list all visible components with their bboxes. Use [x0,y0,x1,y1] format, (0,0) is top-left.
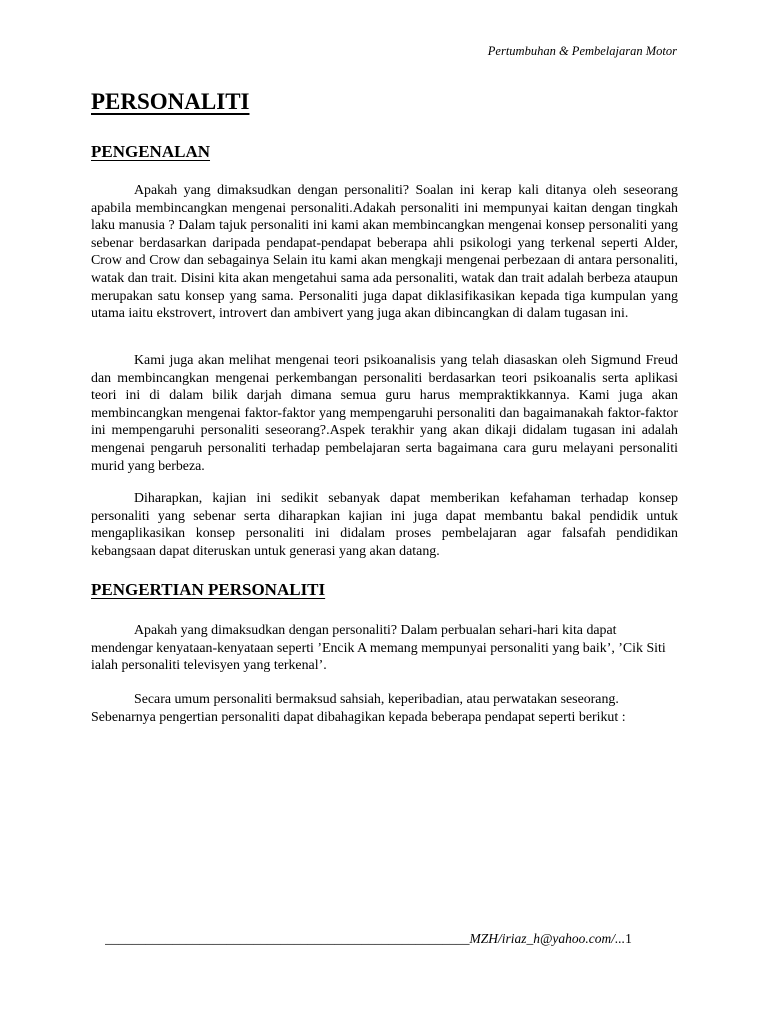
section-heading-pengenalan: PENGENALAN [91,142,211,161]
page-footer [105,931,680,947]
paragraph-intro-1: Apakah yang dimaksudkan dengan personaliti? Soalan ini kerap kali ditanya oleh seseorang apabila membincangkan mengenai personaliti.Adakah personaliti ini mempunyai kaitan dengan tingkah laku manusia ? Dalam tajuk personaliti ini kami akan membincangkan mengenai konsep personaliti yang sebenar berdasarkan daripada pendapat-pendapat beberapa ahli psikologi yang terkenal seperti Alder, Crow and Crow dan sebagainya Selain itu kami akan mengkaji mengenai perbezaan di antara personaliti, watak dan trait. Disini kita akan mengetahui sama ada personaliti, watak dan trait adalah berbeza ataupun merupakan satu konsep yang sama. Personaliti juga dapat diklasifikasikan kepada tiga kumpulan yang utama iaitu ekstrovert, introvert dan ambivert yang juga akan dibincangkan di dalam tugasan ini. [91,183,678,322]
page-number: 1 [625,931,632,946]
section-heading-pengertian: PENGERTIAN PERSONALITI [91,580,326,599]
footer-author-email: MZH/iriaz_h@yahoo.com/... [469,931,626,946]
paragraph-definition-2: Secara umum personaliti bermaksud sahsiah, keperibadian, atau perwatakan seseorang. Sebenarnya pengertian personaliti dapat dibahagikan kepada beberapa pendapat seperti berikut : [91,692,626,725]
document-title: PERSONALITI [91,89,250,114]
footer-rule: ______________________________________________________ [105,931,470,946]
paragraph-intro-3: Diharapkan, kajian ini sedikit sebanyak dapat memberikan kefahaman terhadap konsep personaliti yang sebenar serta diharapkan kajian ini juga dapat membantu bakal pendidik untuk mengaplikasikan konsep personaliti ini didalam proses pembelajaran agar falsafah pendidikan kebangsaan dapat diteruskan untuk generasi yang akan datang. [91,491,678,559]
paragraph-definition-1: Apakah yang dimaksudkan dengan personaliti? Dalam perbualan sehari-hari kita dapat mendengar kenyataan-kenyataan seperti ’Encik A memang mempunyai personaliti yang baik’, ’Cik Siti ialah personaliti televisyen yang terkenal’. [91,623,666,674]
paragraph-intro-2: Kami juga akan melihat mengenai teori psikoanalisis yang telah diasaskan oleh Sigmund Freud dan membincangkan mengenai perkembangan personaliti berdasarkan teori psikoanalis serta aplikasi teori ini di dalam bilik darjah dimana semua guru harus mempraktikkannya. Kami juga akan membincangkan mengenai faktor-faktor yang mempengaruhi personaliti dan bagaimanakah faktor-faktor ini mempengaruhi personaliti seseorang?.Aspek terakhir yang akan dikaji didalam tugasan ini adalah mengenai pengaruh personaliti terhadap pembelajaran serta bagaimana cara guru melayani personaliti murid yang berbeza. [91,353,678,474]
running-header: Pertumbuhan & Pembelajaran Motor [487,44,677,58]
